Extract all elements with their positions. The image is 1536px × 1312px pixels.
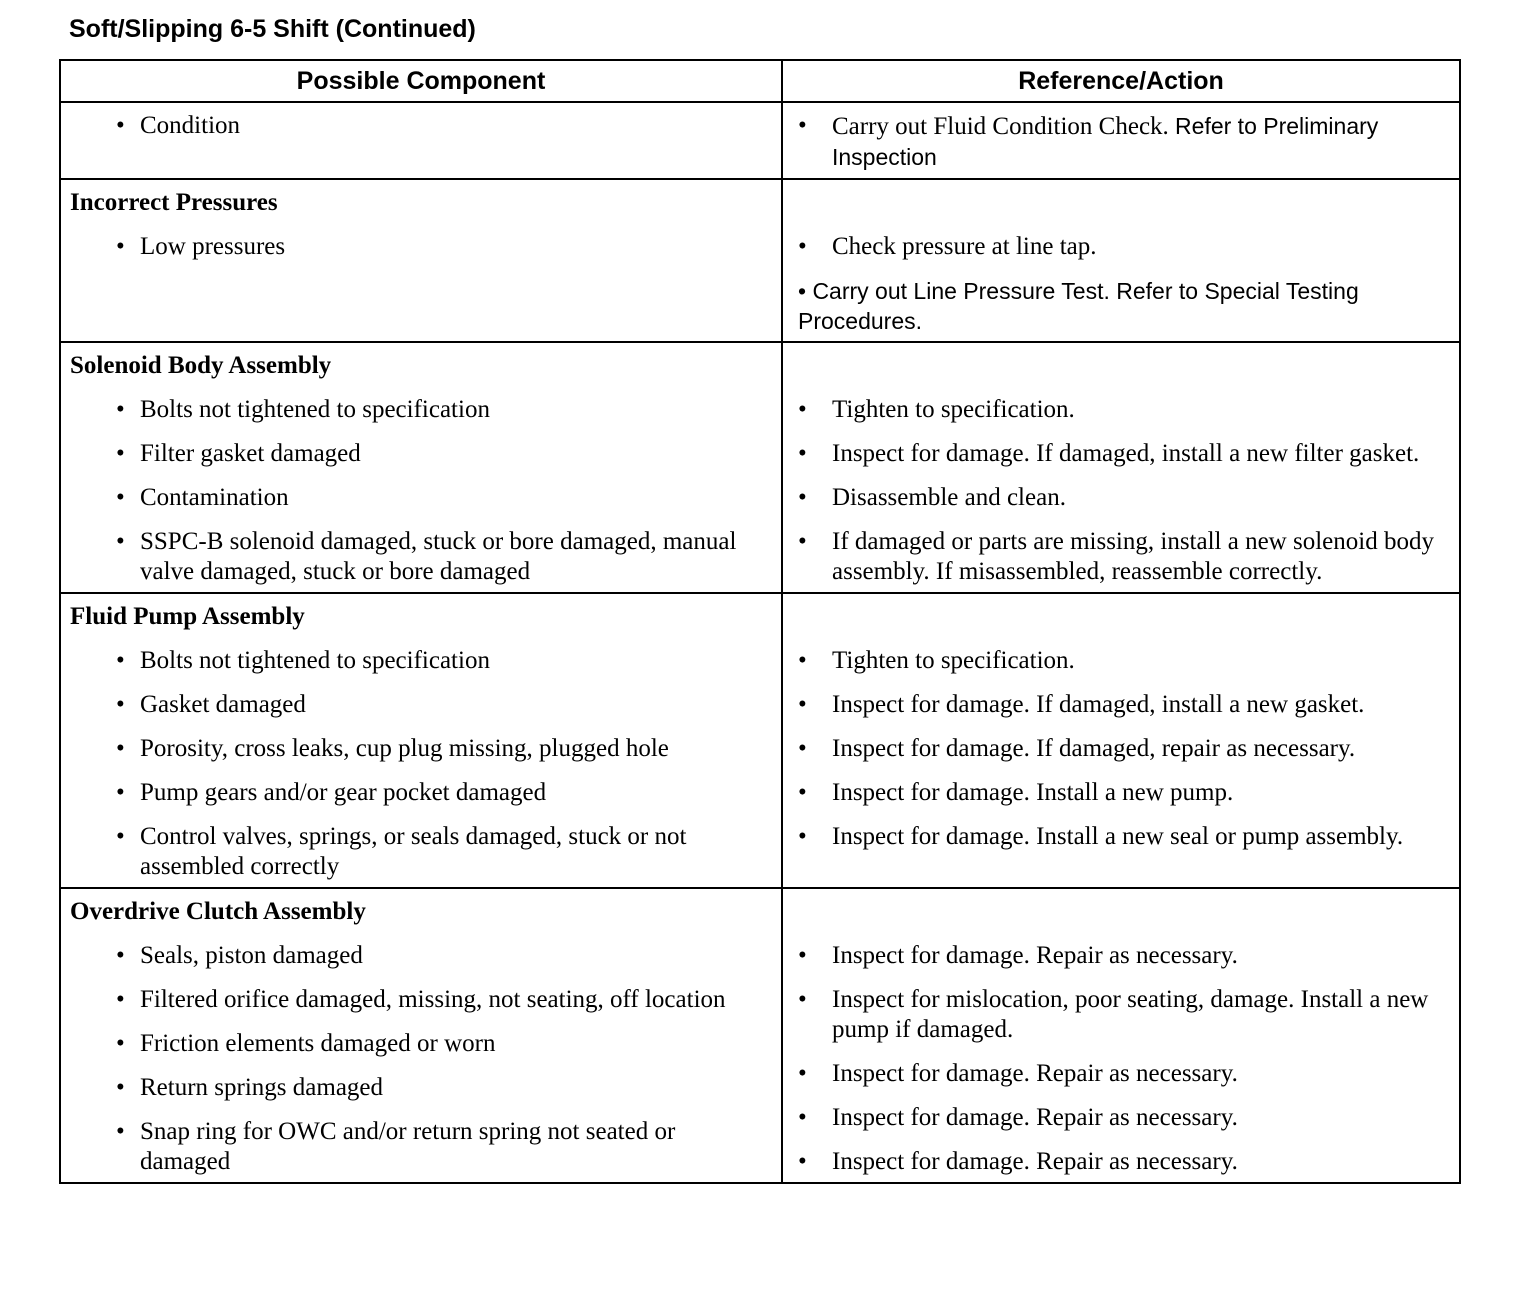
bullet-icon: •	[798, 1060, 807, 1087]
component-cell	[60, 102, 782, 179]
component-text: Friction elements damaged or worn	[140, 1030, 496, 1057]
component-item	[70, 778, 771, 808]
action-text-wrap	[832, 1059, 1449, 1089]
table-row	[60, 888, 1460, 1183]
component-text: Porosity, cross leaks, cup plug missing, plugged hole	[140, 735, 669, 762]
action-item	[792, 1103, 1449, 1133]
bullet-icon: •	[116, 735, 125, 762]
group-title: Fluid Pump Assembly	[70, 603, 305, 630]
action-item	[792, 822, 1449, 852]
action-text-wrap	[832, 439, 1449, 469]
action-text: Carry out Fluid Condition Check.	[832, 113, 1169, 140]
action-item	[792, 111, 1449, 173]
action-text: Inspect for damage. Repair as necessary.	[832, 1060, 1238, 1087]
action-text: Check pressure at line tap.	[832, 233, 1097, 260]
bullet-icon: •	[116, 942, 125, 969]
action-item	[792, 778, 1449, 808]
action-text-wrap	[832, 778, 1449, 808]
bullet-icon: •	[116, 1030, 125, 1057]
bullet-icon: •	[798, 942, 807, 969]
action-text: Inspect for damage. Install a new pump.	[832, 779, 1234, 806]
bullet-icon: •	[798, 691, 807, 718]
action-text: If damaged or parts are missing, install a new solenoid body assembly. If misassembled, reassemble correctly.	[832, 528, 1434, 585]
bullet-icon: •	[116, 528, 125, 555]
component-item	[70, 439, 771, 469]
component-item	[70, 690, 771, 720]
action-cell	[782, 593, 1460, 888]
action-text-wrap	[832, 941, 1449, 971]
component-item	[70, 1117, 771, 1177]
action-item	[792, 690, 1449, 720]
action-text: Inspect for damage. If damaged, repair as necessary.	[832, 735, 1356, 762]
bullet-icon: •	[798, 1104, 807, 1131]
component-text: Bolts not tightened to specification	[140, 396, 490, 423]
bullet-icon: •	[798, 647, 807, 674]
bullet-icon: •	[798, 1148, 807, 1175]
component-item	[70, 111, 771, 141]
table-row	[60, 593, 1460, 888]
action-item	[792, 395, 1449, 425]
group-title: Overdrive Clutch Assembly	[70, 898, 366, 925]
action-item	[792, 1059, 1449, 1089]
action-text: Inspect for damage. Repair as necessary.	[832, 1104, 1238, 1131]
action-reference: Refer to Preliminary Inspection	[832, 113, 1379, 170]
column-header-component: Possible Component	[60, 60, 782, 102]
component-cell	[60, 593, 782, 888]
component-item	[70, 1073, 771, 1103]
component-text: Seals, piston damaged	[140, 942, 363, 969]
bullet-icon: •	[798, 396, 807, 423]
action-cell	[782, 888, 1460, 1183]
action-text: Tighten to specification.	[832, 647, 1075, 674]
action-text-wrap	[832, 1147, 1449, 1177]
bullet-icon: •	[116, 484, 125, 511]
table-row	[60, 342, 1460, 593]
bullet-icon: •	[116, 986, 125, 1013]
component-item	[70, 985, 771, 1015]
action-cell	[782, 102, 1460, 179]
bullet-icon: •	[116, 823, 125, 850]
page-title: Soft/Slipping 6-5 Shift (Continued)	[69, 15, 476, 43]
action-text-wrap	[832, 734, 1449, 764]
bullet-icon: •	[798, 112, 807, 139]
component-text: Condition	[140, 112, 241, 139]
component-item	[70, 822, 771, 882]
component-item	[70, 1029, 771, 1059]
action-text: Inspect for damage. Repair as necessary.	[832, 1148, 1238, 1175]
action-item	[792, 483, 1449, 513]
component-text: Pump gears and/or gear pocket damaged	[140, 779, 547, 806]
component-item	[70, 734, 771, 764]
bullet-icon: •	[116, 233, 125, 260]
action-text: Inspect for damage. Repair as necessary.	[832, 942, 1238, 969]
action-item	[792, 439, 1449, 469]
bullet-icon: •	[798, 823, 807, 850]
bullet-icon: •	[116, 691, 125, 718]
component-item	[70, 395, 771, 425]
action-item	[792, 734, 1449, 764]
bullet-icon: •	[116, 779, 125, 806]
component-item	[70, 483, 771, 513]
bullet-icon: •	[116, 1074, 125, 1101]
action-text: Disassemble and clean.	[832, 484, 1066, 511]
action-text-wrap	[832, 527, 1449, 587]
action-text-wrap	[832, 395, 1449, 425]
component-cell	[60, 179, 782, 342]
component-text: Gasket damaged	[140, 691, 306, 718]
action-text: Tighten to specification.	[832, 396, 1075, 423]
bullet-icon: •	[798, 986, 807, 1013]
component-text: Return springs damaged	[140, 1074, 384, 1101]
component-item	[70, 941, 771, 971]
action-text-wrap	[832, 111, 1449, 173]
action-item	[792, 232, 1449, 262]
group-title: Solenoid Body Assembly	[70, 352, 332, 379]
action-text-wrap	[832, 646, 1449, 676]
component-text: Filter gasket damaged	[140, 440, 361, 467]
action-item	[792, 646, 1449, 676]
action-cell	[782, 342, 1460, 593]
bullet-icon: •	[798, 233, 807, 260]
column-header-action: Reference/Action	[782, 60, 1460, 102]
component-cell	[60, 888, 782, 1183]
component-text: Snap ring for OWC and/or return spring not seated or damaged	[140, 1118, 676, 1175]
component-text: Low pressures	[140, 233, 286, 260]
bullet-icon: •	[798, 735, 807, 762]
action-cell	[782, 179, 1460, 342]
component-text: Filtered orifice damaged, missing, not seating, off location	[140, 986, 726, 1013]
component-text: Bolts not tightened to specification	[140, 647, 490, 674]
bullet-icon: •	[116, 396, 125, 423]
action-text-wrap	[832, 483, 1449, 513]
action-item	[792, 1147, 1449, 1177]
bullet-icon: •	[798, 440, 807, 467]
bullet-icon: •	[798, 779, 807, 806]
action-text-wrap	[832, 822, 1449, 852]
action-item	[792, 527, 1449, 587]
table-body	[60, 102, 1460, 1183]
bullet-icon: •	[116, 440, 125, 467]
action-item: • Carry out Line Pressure Test. Refer to Special Testing Procedures.	[798, 278, 1359, 334]
table-row	[60, 179, 1460, 342]
table-row	[60, 102, 1460, 179]
component-item	[70, 646, 771, 676]
diagnosis-table	[59, 59, 1461, 1184]
bullet-icon: •	[116, 647, 125, 674]
action-text: Inspect for damage. If damaged, install a new gasket.	[832, 691, 1365, 718]
table-header-row	[60, 60, 1460, 102]
component-text: SSPC-B solenoid damaged, stuck or bore damaged, manual valve damaged, stuck or bore damaged	[140, 528, 737, 585]
action-text: Inspect for damage. Install a new seal or pump assembly.	[832, 823, 1404, 850]
action-text-wrap	[832, 690, 1449, 720]
component-text: Control valves, springs, or seals damaged, stuck or not assembled correctly	[140, 823, 687, 880]
action-text: Inspect for damage. If damaged, install a new filter gasket.	[832, 440, 1420, 467]
action-item	[792, 941, 1449, 971]
component-item	[70, 527, 771, 587]
action-text-wrap	[832, 985, 1449, 1045]
group-title: Incorrect Pressures	[70, 189, 278, 216]
bullet-icon: •	[116, 1118, 125, 1145]
bullet-icon: •	[798, 484, 807, 511]
component-item	[70, 232, 771, 262]
action-text-wrap	[832, 1103, 1449, 1133]
bullet-icon: •	[116, 112, 125, 139]
bullet-icon: •	[798, 528, 807, 555]
action-text-wrap	[832, 232, 1449, 262]
component-cell	[60, 342, 782, 593]
component-text: Contamination	[140, 484, 289, 511]
action-text: Inspect for mislocation, poor seating, damage. Install a new pump if damaged.	[832, 986, 1429, 1043]
action-item	[792, 985, 1449, 1045]
